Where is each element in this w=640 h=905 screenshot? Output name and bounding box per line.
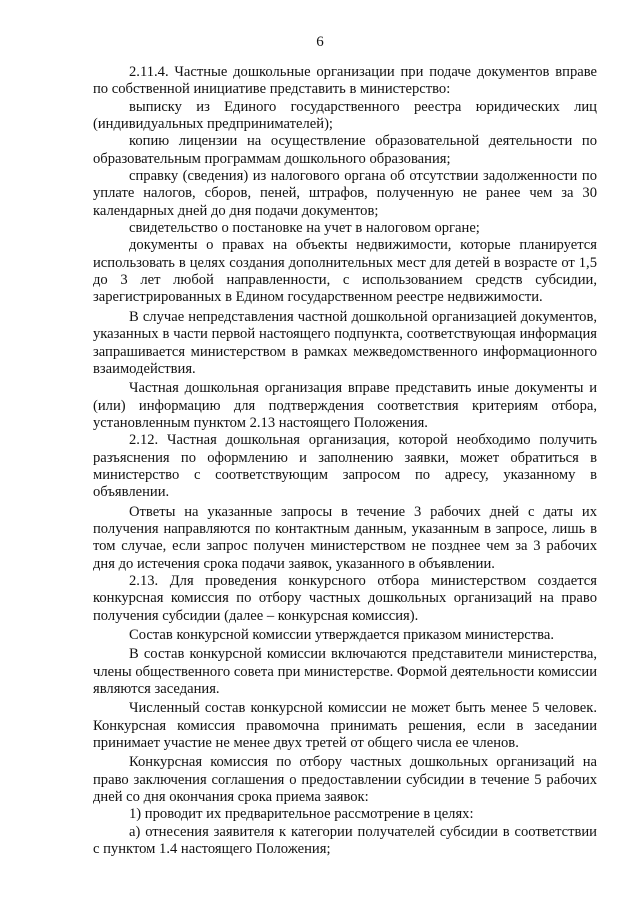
paragraph-tax-certificate: справку (сведения) из налогового органа об отсутствии задолженности по уплате налогов, сборов, пеней, штрафов, полученную не ранее чем за 30 календарных дней до дня подачи документов;: [93, 168, 597, 219]
paragraph-commission-composition: Состав конкурсной комиссии утверждается приказом министерства.: [129, 627, 554, 643]
paragraph-tax-registration: свидетельство о постановке на учет в налоговом органе;: [129, 220, 480, 237]
paragraph-2-12: 2.12. Частная дошкольная организация, которой необходимо получить разъяснения по оформлению и заполнению заявки, может обратиться в министерство с соответствующим запросом по адресу, указанному в объявлении.: [93, 432, 597, 501]
paragraph-commission-members: В состав конкурсной комиссии включаются представители министерства, члены общественного совета при министерстве. Формой деятельности комиссии являются заседания.: [93, 646, 597, 698]
paragraph-commission-duties: Конкурсная комиссия по отбору частных дошкольных организаций на право заключения соглашения о предоставлении субсидии в течение 5 рабочих дней со дня окончания срока приема заявок:: [93, 754, 597, 806]
paragraph-non-submission: В случае непредставления частной дошкольной организацией документов, указанных в части первой настоящего подпункта, соответствующая информация запрашивается министерством в рамках межведомственного информационного взаимодействия.: [93, 308, 597, 377]
paragraph-2-13: 2.13. Для проведения конкурсного отбора министерством создается конкурсная комиссия по отбору частных дошкольных организаций на право получения субсидии (далее – конкурсная комиссия).: [93, 572, 597, 624]
paragraph-2-11-4: 2.11.4. Частные дошкольные организации при подаче документов вправе по собственной инициативе представить в министерство:: [93, 64, 597, 98]
paragraph-property-documents: документы о правах на объекты недвижимости, которые планируется использовать в целях создания дополнительных мест для детей в возрасте от 1,5 до 3 лет любой направленности, с использованием средств субсидии, зарегистрированных в Едином государственном реестре недвижимости.: [93, 237, 597, 306]
paragraph-preliminary-review: 1) проводит их предварительное рассмотрение в целях:: [129, 806, 474, 823]
paragraph-commission-size: Численный состав конкурсной комиссии не может быть менее 5 человек. Конкурсная комиссия правомочна принимать решения, если в заседании принимает участие не менее двух третей от общего числа ее членов.: [93, 700, 597, 752]
paragraph-item-a: а) отнесения заявителя к категории получателей субсидии в соответствии с пунктом 1.4 настоящего Положения;: [93, 823, 597, 858]
paragraph-egrul-extract: выписку из Единого государственного реестра юридических лиц (индивидуальных предпринимателей);: [93, 98, 597, 133]
document-body: [93, 64, 597, 858]
paragraph-answers: Ответы на указанные запросы в течение 3 рабочих дней с даты их получения направляются по контактным данным, указанным в запросе, лишь в том случае, если запрос получен министерством не позднее чем за 3 рабочих дня до истечения срока подачи заявок, указанного в объявлении.: [93, 503, 597, 572]
paragraph-license-copy: копию лицензии на осуществление образовательной деятельности по образовательным программам дошкольного образования;: [93, 133, 597, 167]
page-number: 6: [316, 34, 324, 50]
paragraph-other-documents: Частная дошкольная организация вправе представить иные документы и (или) информацию для подтверждения соответствия критериям отбора, установленным пунктом 2.13 настоящего Положения.: [93, 380, 597, 431]
